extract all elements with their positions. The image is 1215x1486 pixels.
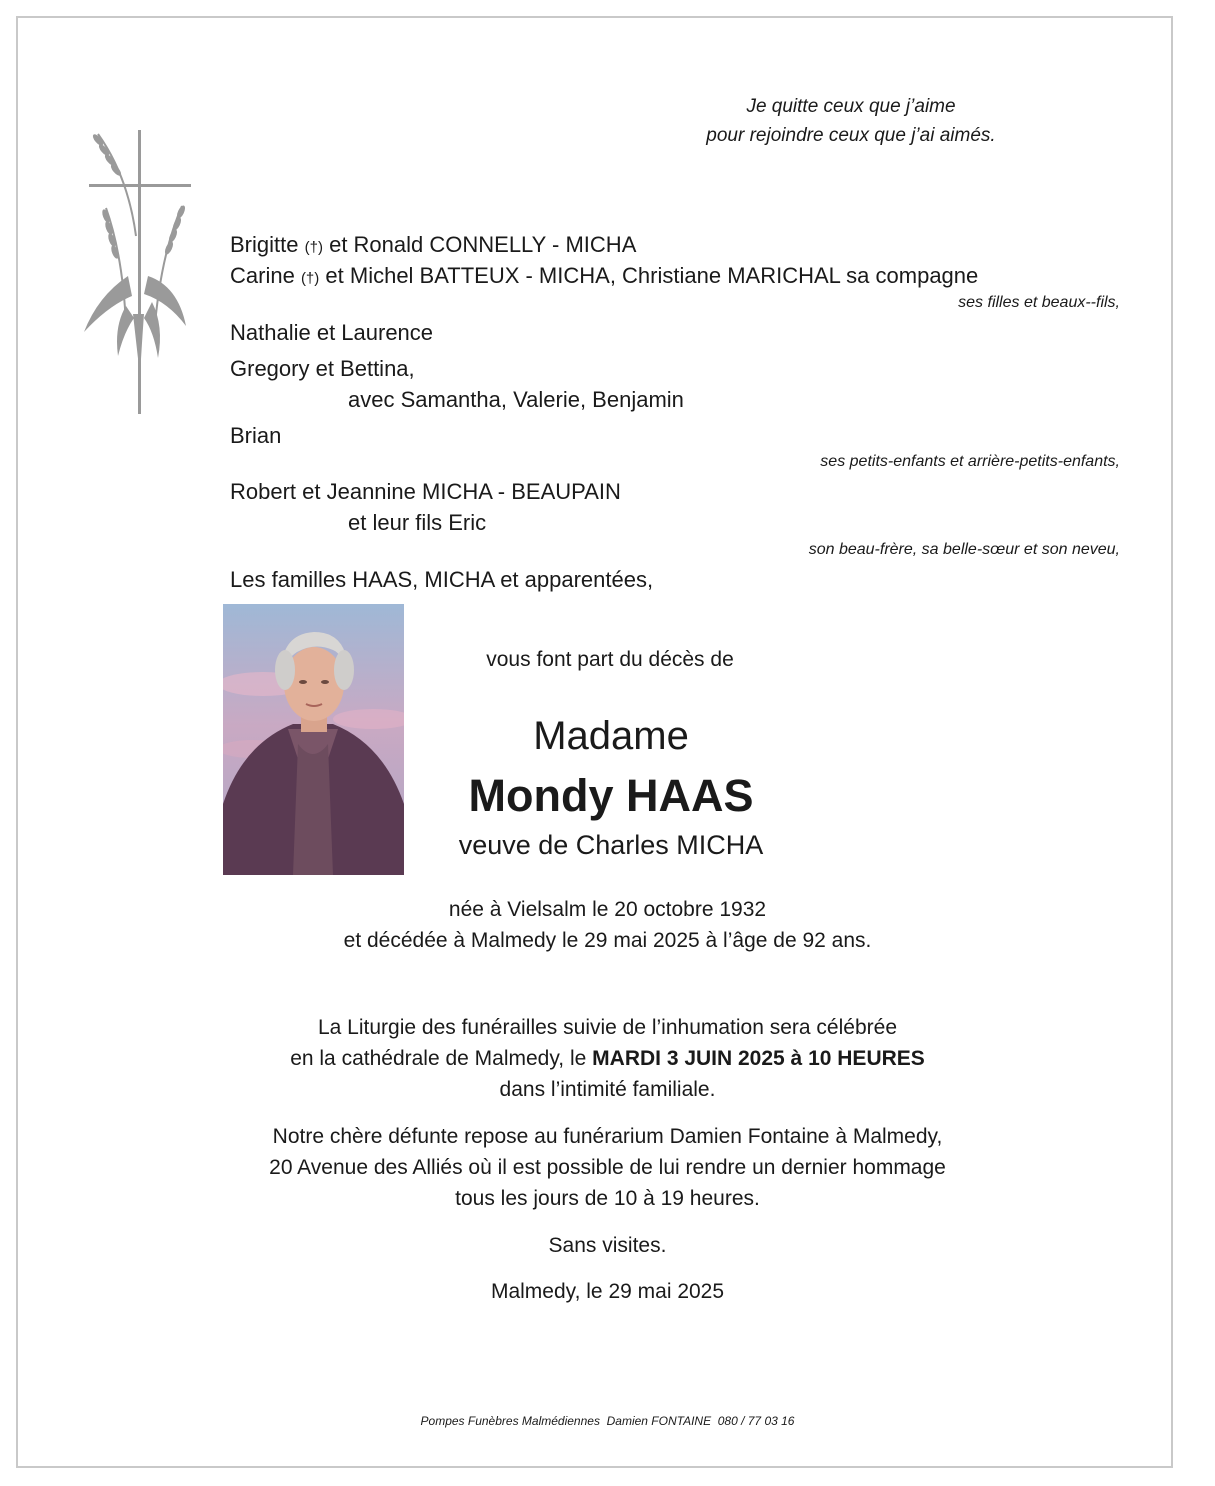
grandchildren-role: ses petits-enfants et arrière-petits-enfants, [820,453,1120,470]
daughters-role: ses filles et beaux--fils, [958,294,1120,311]
ceremony-line-3: dans l’intimité familiale. [499,1078,716,1101]
dagger-symbol: (†) [304,239,323,256]
quote-line-2: pour rejoindre ceux que j’ai aimés. [706,125,996,146]
families-line: Les familles HAAS, MICHA et apparentées, [230,567,654,592]
grandchildren-line-1: Nathalie et Laurence [230,320,434,345]
birth-line: née à Vielsalm le 20 octobre 1932 [448,898,767,921]
ceremony-line-2 [0,1047,1215,1071]
ceremony-place: en la cathédrale de Malmedy, le [290,1047,593,1070]
inlaws-line-2: et leur fils Eric [348,510,487,535]
inlaws-role: son beau-frère, sa belle-sœur et son neveu, [808,541,1120,558]
death-line: et décédée à Malmedy le 29 mai 2025 à l’âge de 92 ans. [343,929,872,952]
visitation-line-1: Notre chère défunte repose au funérarium Damien Fontaine à Malmedy, [272,1125,943,1148]
great-grandchildren-line: avec Samantha, Valerie, Benjamin [348,387,684,412]
daughter-spouse-batteux: et Michel BATTEUX - MICHA, Christiane MARICHAL sa compagne [325,263,979,288]
daughter-name-carine: Carine [230,263,295,288]
daughter-name-brigitte: Brigitte [230,232,299,257]
cross-with-wheat-icon [78,126,198,418]
ceremony-date-time: MARDI 3 JUIN 2025 à 10 HEURES [592,1047,925,1070]
widow-of: veuve de Charles MICHA [458,830,764,860]
announcement-intro: vous font part du décès de [486,648,734,671]
inlaws-line-1: Robert et Jeannine MICHA - BEAUPAIN [230,479,621,504]
daughter-line-1 [230,232,636,258]
deceased-title: Madame [533,714,689,758]
dagger-symbol: (†) [300,270,320,287]
daughter-line-2 [230,263,978,289]
visitation-line-3: tous les jours de 10 à 19 heures. [455,1187,760,1210]
no-visits: Sans visites. [548,1234,667,1257]
daughter-spouse-connelly: et Ronald CONNELLY - MICHA [329,232,637,257]
grandchildren-line-2: Gregory et Bettina, [230,356,415,381]
visitation-line-2: 20 Avenue des Alliés où il est possible de lui rendre un dernier hommage [269,1156,946,1179]
grandchildren-line-3: Brian [230,423,282,448]
portrait-photo [223,604,404,875]
funeral-home-footer: Pompes Funèbres Malmédiennes Damien FONTAINE 080 / 77 03 16 [420,1414,795,1428]
deceased-name: Mondy HAAS [468,770,754,821]
ceremony-line-1: La Liturgie des funérailles suivie de l’inhumation sera célébrée [317,1016,897,1039]
place-date: Malmedy, le 29 mai 2025 [490,1280,725,1303]
quote-line-1: Je quitte ceux que j’aime [746,96,956,117]
